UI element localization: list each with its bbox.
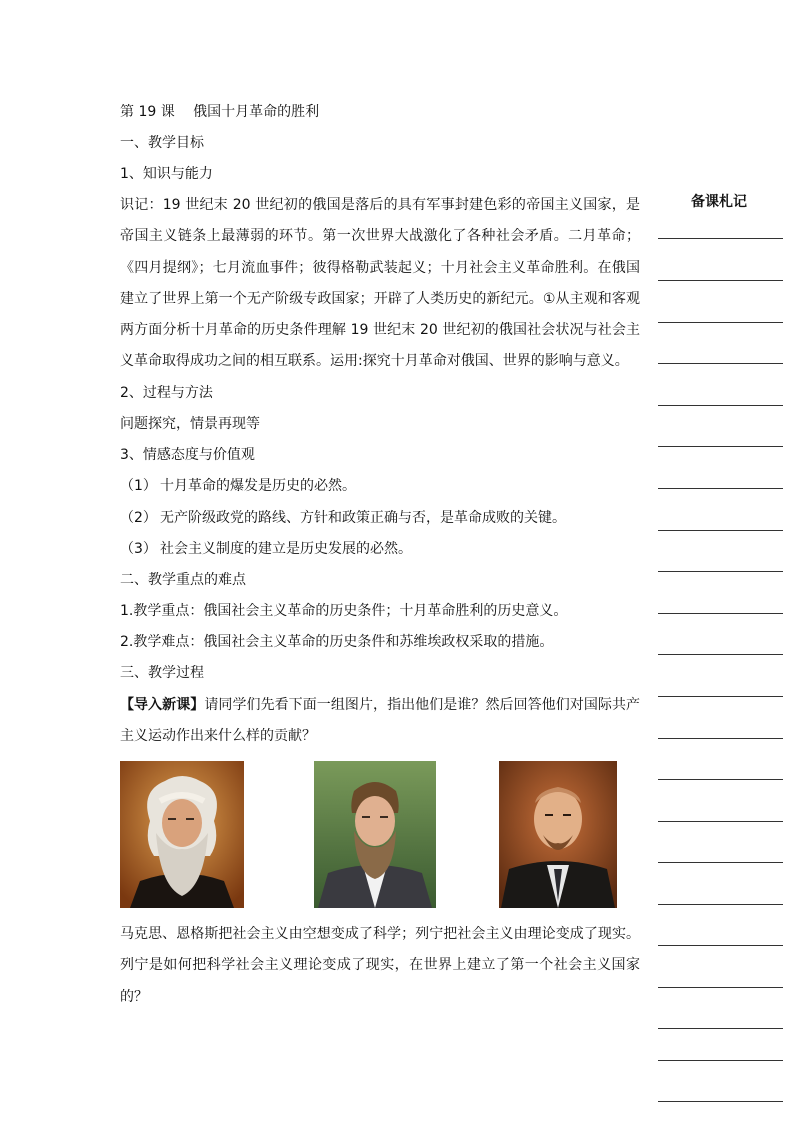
note-line (658, 405, 783, 406)
item-number: （1） (120, 478, 157, 494)
item-text: 社会主义制度的建立是历史发展的必然。 (160, 541, 412, 557)
keypoints-heading: 二、教学重点的难点 (120, 572, 246, 588)
process3-heading: 三、教学过程 (120, 665, 204, 681)
note-line (658, 530, 783, 531)
knowledge-heading: 1、知识与能力 (120, 166, 213, 182)
objectives-heading: 一、教学目标 (120, 135, 204, 151)
note-line (658, 1060, 783, 1061)
knowledge-text: 识记：19 世纪末 20 世纪初的俄国是落后的具有军事封建色彩的帝国主义国家，是帝国主义链条上最薄弱的环节。第一次世界大战激化了各种社会矛盾。二月革命；《四月提纲》；七月流血事件；彼得格勒武装起义；十月社会主义革命胜利。在俄国建立了世界上第一个无产阶级专政国家；开辟了人类历史的新纪元。①从主观和客观两方面分析十月革命的历史条件理解 19 世纪末 20 世纪初的俄国社会状况与社会主义革命取得成功之间的相互联系。运用:探究十月革命对俄国、世界的影响与意义。 (120, 197, 640, 370)
note-line (658, 945, 783, 946)
note-line (658, 363, 783, 364)
item-text: 十月革命的爆发是历史的必然。 (160, 478, 356, 494)
note-line (658, 779, 783, 780)
note-line (658, 904, 783, 905)
note-line (658, 696, 783, 697)
intro-paragraph (120, 690, 640, 753)
note-line (658, 238, 783, 239)
item-text: 无产阶级政党的路线、方针和政策正确与否，是革命成败的关键。 (160, 510, 566, 526)
note-line (658, 987, 783, 988)
intro-label: 【导入新课】 (120, 697, 205, 713)
sidebar-title: 备课札记 (691, 194, 747, 210)
note-line (658, 322, 783, 323)
note-line (658, 613, 783, 614)
note-line (658, 1101, 783, 1102)
emotion-heading: 3、情感态度与价值观 (120, 447, 255, 463)
emotion-item (120, 539, 412, 559)
note-line (658, 738, 783, 739)
note-line (658, 280, 783, 281)
process-text: 问题探究，情景再现等 (120, 416, 260, 432)
difficulty: 2.教学难点：俄国社会主义革命的历史条件和苏维埃政权采取的措施。 (120, 634, 554, 650)
intro-text: 请同学们先看下面一组图片，指出他们是谁？然后回答他们对国际共产主义运动作出来什么样的贡献？ (120, 697, 641, 745)
note-line (658, 654, 783, 655)
portrait-marx (120, 761, 244, 908)
note-line (658, 821, 783, 822)
item-number: （2） (120, 510, 157, 526)
note-line (658, 488, 783, 489)
note-line (658, 446, 783, 447)
process-heading: 2、过程与方法 (120, 385, 213, 401)
emotion-item (120, 476, 356, 496)
answer-paragraph: 马克思、恩格斯把社会主义由空想变成了科学；列宁把社会主义由理论变成了现实。列宁是如何把科学社会主义理论变成了现实，在世界上建立了第一个社会主义国家的？ (120, 926, 640, 1005)
note-line (658, 571, 783, 572)
emotion-item (120, 508, 566, 528)
key-point: 1.教学重点：俄国社会主义革命的历史条件；十月革命胜利的历史意义。 (120, 603, 568, 619)
item-number: （3） (120, 541, 157, 557)
portrait-lenin (499, 761, 617, 908)
portrait-engels (314, 761, 436, 908)
lesson-title: 第 19 课 俄国十月革命的胜利 (120, 104, 320, 120)
note-line (658, 1028, 783, 1029)
note-line (658, 862, 783, 863)
